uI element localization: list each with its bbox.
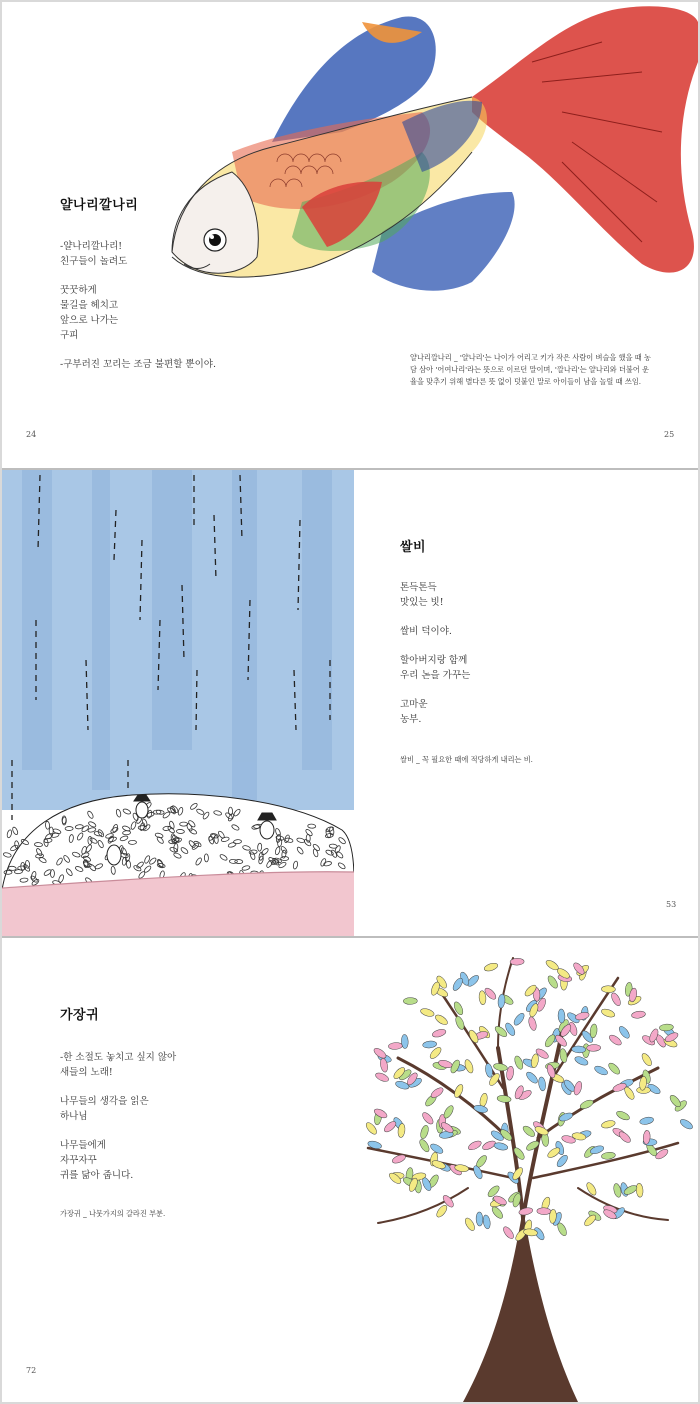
poem-line: 자꾸자꾸 bbox=[60, 1155, 97, 1166]
poem-line: 새들의 노래! bbox=[60, 1067, 113, 1078]
tree-illustration bbox=[348, 938, 698, 1402]
rice-rain-illustration bbox=[2, 470, 354, 936]
footnote: 쌀비 _ 꼭 필요한 때에 적당하게 내리는 비. bbox=[400, 755, 533, 764]
page-number-right: 53 bbox=[666, 900, 677, 909]
footnote bbox=[410, 352, 651, 388]
poem-line: 구피 bbox=[60, 330, 79, 341]
footnote-line: 담 삼아 '어여나리'라는 뜻으로 이르던 말이며, '깔나리'는 얄나리와 더불어 운 bbox=[410, 365, 650, 374]
footnote-line: 얄나리깔나리 _ '얄나리'는 나이가 어리고 키가 작은 사람이 벼슬을 했을 때 농 bbox=[410, 353, 651, 362]
poem-line: 고마운 bbox=[400, 699, 428, 710]
page-number-left: 72 bbox=[26, 1366, 37, 1375]
poem-line: 우리 논을 가꾸는 bbox=[400, 670, 471, 681]
poem-line: 나무들의 생각을 읽은 bbox=[60, 1096, 149, 1107]
footnote-line: 율을 맞추기 위해 별다른 뜻 없이 덧붙인 말로 아이들이 남을 놀릴 때 쓰임. bbox=[410, 377, 642, 386]
spread-guppy bbox=[2, 2, 698, 468]
poem-line: 귀를 닮아 줍니다. bbox=[60, 1170, 134, 1181]
spread-tree bbox=[2, 938, 698, 1402]
footnote: 가장귀 _ 나뭇가지의 갈라진 부분. bbox=[60, 1209, 166, 1218]
poem-line: 할아버지랑 함께 bbox=[400, 655, 468, 666]
poem-line: 쌀비 덕이야. bbox=[400, 626, 452, 637]
poem-line: 농부. bbox=[400, 714, 422, 725]
poem-line: 하나님 bbox=[60, 1111, 88, 1122]
poem-line: 친구들이 놀려도 bbox=[60, 256, 128, 267]
poem-line: 나무들에게 bbox=[60, 1140, 106, 1151]
poem-line: 톤득톤득 bbox=[400, 582, 437, 593]
poem-line: 꿋꿋하게 bbox=[60, 285, 97, 296]
poem-line: -한 소절도 놓치고 싶지 않아 bbox=[60, 1052, 177, 1063]
page-number-right: 25 bbox=[664, 430, 675, 439]
page-frame bbox=[2, 2, 698, 1402]
poem-title: 얄나리깔나리 bbox=[60, 198, 139, 213]
poem-title: 쌀비 bbox=[400, 540, 427, 555]
page-number-left: 24 bbox=[26, 430, 37, 439]
spread-rice-rain bbox=[2, 470, 698, 936]
poem-line: -얄나리깔나리! bbox=[60, 241, 123, 252]
poem-line: 맛있는 빗! bbox=[400, 597, 444, 608]
poem-title: 가장귀 bbox=[60, 1008, 100, 1023]
poem-body bbox=[400, 580, 470, 727]
poem-body bbox=[60, 239, 216, 372]
poem-line: -구부러진 꼬리는 조금 불편할 뿐이야. bbox=[60, 359, 216, 370]
poem-body bbox=[60, 1050, 176, 1183]
poem-line: 물길을 헤치고 bbox=[60, 300, 119, 311]
poem-line: 앞으로 나가는 bbox=[60, 315, 119, 326]
